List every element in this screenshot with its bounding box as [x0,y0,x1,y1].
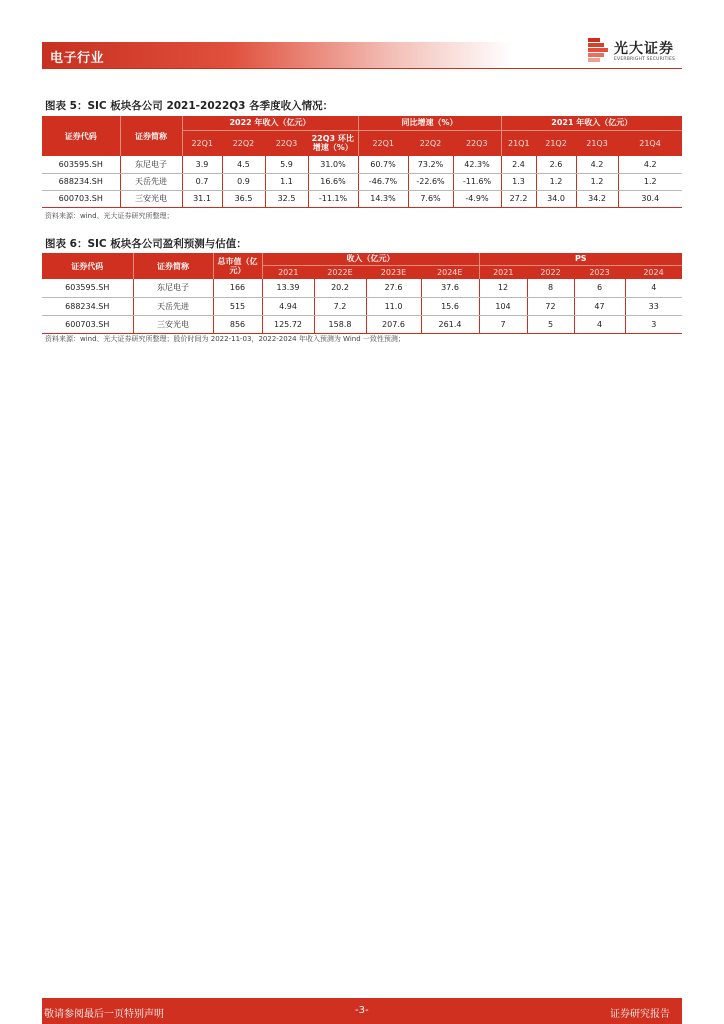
table6-cell: 天岳先进 [133,297,213,315]
table5-source: 资料来源：wind、光大证券研究所整理； [45,212,174,220]
table6-cell: 5 [527,315,574,333]
logo-text: 光大证券 [614,41,674,57]
table6-header-group-revenue: 收入（亿元） [262,253,479,265]
table5-cell: 34.2 [576,190,618,207]
table6-cell: 158.8 [314,315,366,333]
table6-cell: 7.2 [314,297,366,315]
table5-cell: 1.1 [265,173,308,190]
table6-header-code: 证券代码 [42,253,133,279]
table6-subheader: 2024E [421,265,479,279]
table6-cell: 三安光电 [133,315,213,333]
table5-cell: -46.7% [358,173,408,190]
table5-header-name: 证券简称 [120,116,182,156]
table5-subheader: 22Q3 环比增速（%） [308,130,358,156]
table5-subheader: 22Q3 [453,130,501,156]
table5-subheader: 22Q2 [408,130,453,156]
table5-cell: 27.2 [501,190,536,207]
table5-subheader: 22Q2 [222,130,265,156]
table5-cell: 4.5 [222,156,265,173]
table6-cell: 4 [574,315,625,333]
table6-cell: 603595.SH [42,279,133,297]
table5-cell: -11.1% [308,190,358,207]
footer-disclaimer: 敬请参阅最后一页特别声明 [44,1009,164,1020]
table5-cell: 34.0 [536,190,576,207]
table5-subheader: 21Q3 [576,130,618,156]
table6-cell: 515 [213,297,262,315]
table-row [42,315,682,333]
table6-cell: 37.6 [421,279,479,297]
header-divider [42,68,682,69]
table-row [42,156,682,173]
table5-cell: 42.3% [453,156,501,173]
table5-cell: 31.1 [182,190,222,207]
table6-cell: 856 [213,315,262,333]
table5-cell: 3.9 [182,156,222,173]
footer-report-type: 证券研究报告 [610,1009,670,1020]
table6-source: 资料来源：wind、光大证券研究所整理；股价时间为 2022-11-03，2022-2024 年收入预测为 Wind 一致性预测； [45,335,405,343]
table-row [42,190,682,207]
table-row [42,173,682,190]
table5-subheader: 22Q1 [182,130,222,156]
table6-cell: 6 [574,279,625,297]
table6-cell: 688234.SH [42,297,133,315]
table6-cell: 166 [213,279,262,297]
table5-cell: 5.9 [265,156,308,173]
table5-cell: 14.3% [358,190,408,207]
table6-header-group-ps: PS [479,253,682,265]
table6-subheader: 2024 [625,265,682,279]
table5-cell: 0.7 [182,173,222,190]
table-row [42,279,682,297]
page-number: -3- [355,1005,369,1016]
table5-cell: 36.5 [222,190,265,207]
table5-cell: 688234.SH [42,173,120,190]
table5-cell: -11.6% [453,173,501,190]
table5-cell: -22.6% [408,173,453,190]
table6-cell: 600703.SH [42,315,133,333]
table6-cell: 8 [527,279,574,297]
table6-title: 图表 6：SIC 板块各公司盈利预测与估值： [45,238,247,250]
table6-subheader: 2022 [527,265,574,279]
table5-subheader: 21Q1 [501,130,536,156]
table6-cell: 27.6 [366,279,421,297]
header-bar [42,42,512,68]
table5-cell: -4.9% [453,190,501,207]
table-row [42,297,682,315]
table5-cell: 32.5 [265,190,308,207]
table5-header-group-yoy: 同比增速（%） [358,116,501,130]
table5-cell: 1.2 [618,173,682,190]
table6-cell: 13.39 [262,279,314,297]
table5-title: 图表 5：SIC 板块各公司 2021-2022Q3 各季度收入情况： [45,100,334,112]
table5-cell: 天岳先进 [120,173,182,190]
table5-cell: 0.9 [222,173,265,190]
table6-cell: 20.2 [314,279,366,297]
table6-subheader: 2021 [479,265,527,279]
table6-cell: 4.94 [262,297,314,315]
table6-cell: 47 [574,297,625,315]
table6-subheader: 2023E [366,265,421,279]
table5-cell: 7.6% [408,190,453,207]
table6-subheader: 2022E [314,265,366,279]
table6 [42,253,682,334]
table5-cell: 三安光电 [120,190,182,207]
table5-cell: 600703.SH [42,190,120,207]
table6-cell: 207.6 [366,315,421,333]
table6-header-mcap: 总市值（亿元） [213,253,262,279]
table5-cell: 1.2 [536,173,576,190]
table6-cell: 7 [479,315,527,333]
table5-cell: 东尼电子 [120,156,182,173]
table6-cell: 261.4 [421,315,479,333]
table6-subheader: 2021 [262,265,314,279]
table5-subheader: 21Q2 [536,130,576,156]
table6-cell: 15.6 [421,297,479,315]
table5-cell: 603595.SH [42,156,120,173]
table5-cell: 4.2 [576,156,618,173]
table6-cell: 12 [479,279,527,297]
table5-cell: 60.7% [358,156,408,173]
table5 [42,116,682,208]
table6-cell: 33 [625,297,682,315]
logo-subtext: EVERBRIGHT SECURITIES [614,57,676,62]
table5-cell: 16.6% [308,173,358,190]
table6-header-name: 证券简称 [133,253,213,279]
table6-cell: 104 [479,297,527,315]
table6-cell: 72 [527,297,574,315]
table6-cell: 125.72 [262,315,314,333]
table6-cell: 11.0 [366,297,421,315]
table5-cell: 31.0% [308,156,358,173]
table5-cell: 1.2 [576,173,618,190]
table6-cell: 4 [625,279,682,297]
table5-header-code: 证券代码 [42,116,120,156]
table5-header-group-2021: 2021 年收入（亿元） [501,116,682,130]
table5-header-group-2022: 2022 年收入（亿元） [182,116,358,130]
section-title: 电子行业 [50,51,105,66]
table5-subheader: 22Q1 [358,130,408,156]
table6-cell: 3 [625,315,682,333]
logo-mark-icon [588,38,608,62]
table5-cell: 2.6 [536,156,576,173]
table5-cell: 4.2 [618,156,682,173]
table6-subheader: 2023 [574,265,625,279]
table5-subheader: 21Q4 [618,130,682,156]
brand-logo [588,38,684,66]
table5-cell: 73.2% [408,156,453,173]
table5-cell: 2.4 [501,156,536,173]
table6-cell: 东尼电子 [133,279,213,297]
table5-cell: 30.4 [618,190,682,207]
table5-cell: 1.3 [501,173,536,190]
table5-subheader: 22Q3 [265,130,308,156]
